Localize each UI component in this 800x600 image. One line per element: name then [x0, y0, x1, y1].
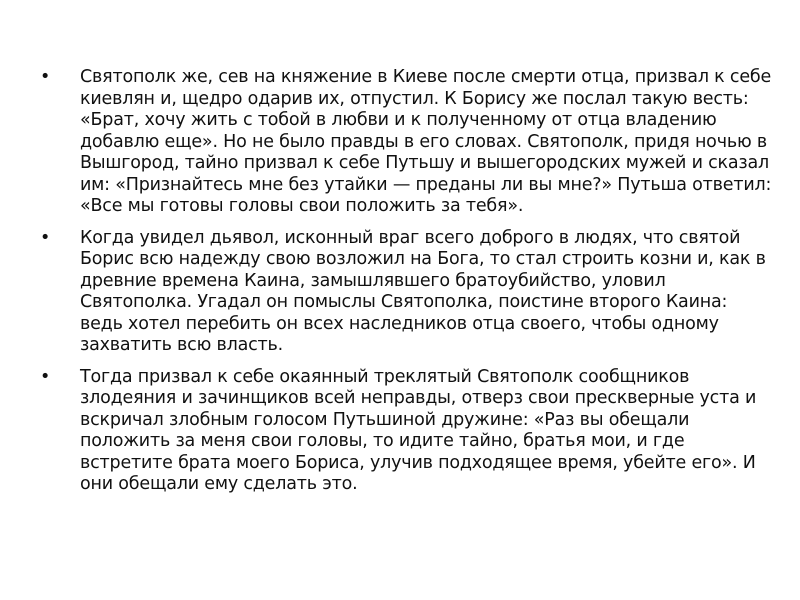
paragraph-text: Тогда призвал к себе окаянный треклятый Святополк сообщников злодеяния и зачинщиков всей неправды, отверз свои прескверные уста и вскричал злобным голосом Путьшиной дружине: «Раз вы обещали положить за меня свои головы, то идите тайно, братья мои, и где встретите брата моего Бориса, улучив подходящее время, убейте его». И они обещали ему сделать это. — [80, 366, 757, 494]
bullet-list — [40, 67, 775, 506]
bullet-paragraph-1 — [40, 67, 775, 218]
paragraph-text: Когда увидел дьявол, исконный враг всего доброго в людях, что святой Борис всю надежду свою возложил на Бога, то стал строить козни и, как в древние времена Каина, замышлявшего братоубийство, уловил Святополка. Угадал он помыслы Святополка, поистине второго Каина: ведь хотел перебить он всех наследников отца своего, чтобы одному захватить всю власть. — [80, 227, 766, 355]
bullet-dot: • — [40, 67, 51, 87]
paragraph-text: Святополк же, сев на княжение в Киеве после смерти отца, призвал к себе киевлян и, щедро одарив их, отпустил. К Борису же послал такую весть: «Брат, хочу жить с тобой в любви и к полученному от отца владению добавлю еще». Но не было правды в его словах. Святополк, придя ночью в Вышгород, тайно призвал к себе Путьшу и вышегородских мужей и сказал им: «Признайтесь мне без утайки — преданы ли вы мне?» Путьша ответил: «Все мы готовы головы свои положить за тебя». — [80, 67, 772, 216]
bullet-dot: • — [40, 366, 51, 387]
bullet-dot: • — [40, 227, 51, 248]
bullet-paragraph-2 — [40, 228, 775, 357]
bullet-paragraph-3 — [40, 367, 775, 496]
